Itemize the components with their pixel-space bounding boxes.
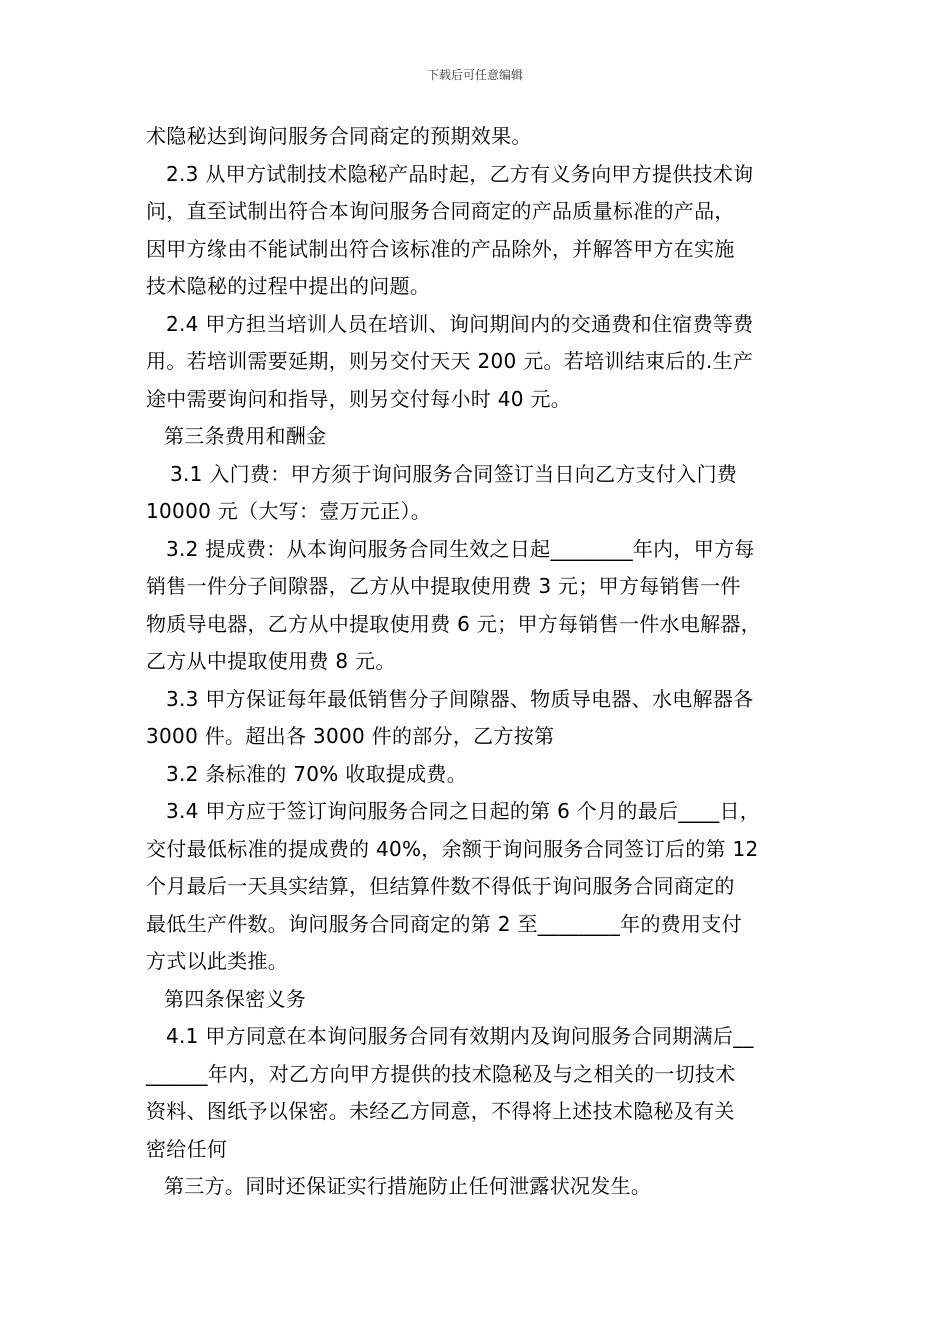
text-line: 密给任何: [146, 1136, 228, 1161]
text-line: 10000 元（大写：壹万元正）。: [146, 499, 432, 523]
clause-3-3: 3.3 甲方保证每年最低销售分子间隙器、物质导电器、水电解器各: [166, 686, 754, 711]
clause-2-4: 2.4 甲方担当培训人员在培训、询问期间内的交通费和住宿费等费: [166, 311, 754, 336]
clause-3-2: 3.2 提成费：从本询问服务合同生效之日起________年内，甲方每: [166, 536, 755, 561]
page-header: 下载后可任意编辑: [426, 68, 523, 82]
text-line: 销售一件分子间隙器，乙方从中提取使用费 3 元；甲方每销售一件: [146, 574, 741, 598]
section-heading-3: 第三条费用和酬金: [164, 424, 327, 448]
clause-3-1: 3.1 入门费：甲方须于询问服务合同签订当日向乙方支付入门费: [170, 461, 738, 486]
text-line: 途中需要询问和指导，则另交付每小时 40 元。: [146, 386, 572, 411]
text-line: 资料、图纸予以保密。未经乙方同意，不得将上述技术隐秘及有关: [146, 1099, 735, 1123]
text-line: 问，直至试制出符合本询问服务合同商定的产品质量标准的产品，: [146, 199, 735, 223]
section-heading-4: 第四条保密义务: [164, 986, 307, 1011]
text-line: 术隐秘达到询问服务合同商定的预期效果。: [146, 124, 532, 148]
text-line: 物质导电器，乙方从中提取使用费 6 元；甲方每销售一件水电解器，: [146, 611, 762, 636]
text-line: 最低生产件数。询问服务合同商定的第 2 至________年的费用支付: [146, 911, 742, 936]
text-line: 用。若培训需要延期，则另交付天天 200 元。若培训结束后的.生产: [146, 349, 754, 373]
text-line: 个月最后一天具实结算，但结算件数不得低于询问服务合同商定的: [146, 874, 735, 898]
document-body: [146, 118, 818, 1206]
text-line: 乙方从中提取使用费 8 元。: [146, 649, 396, 673]
text-line: 第三方。同时还保证实行措施防止任何泄露状况发生。: [164, 1174, 652, 1198]
text-line: 方式以此类推。: [146, 949, 289, 973]
text-line: 因甲方缘由不能试制出符合该标准的产品除外，并解答甲方在实施: [146, 236, 735, 261]
text-line: ______年内，对乙方向甲方提供的技术隐秘及与之相关的一切技术: [146, 1061, 736, 1086]
clause-2-3: 2.3 从甲方试制技术隐秘产品时起，乙方有义务向甲方提供技术询: [166, 161, 754, 186]
text-line: 技术隐秘的过程中提出的问题。: [146, 274, 431, 298]
text-line: 3000 件。超出各 3000 件的部分，乙方按第: [146, 724, 555, 748]
text-line: 交付最低标准的提成费的 40%，余额于询问服务合同签订后的第 12: [146, 836, 759, 861]
text-line: 3.2 条标准的 70% 收取提成费。: [166, 761, 468, 786]
clause-4-1: 4.1 甲方同意在本询问服务合同有效期内及询问服务合同期满后__: [166, 1024, 754, 1048]
clause-3-4: 3.4 甲方应于签订询问服务合同之日起的第 6 个月的最后____日，: [166, 799, 761, 823]
